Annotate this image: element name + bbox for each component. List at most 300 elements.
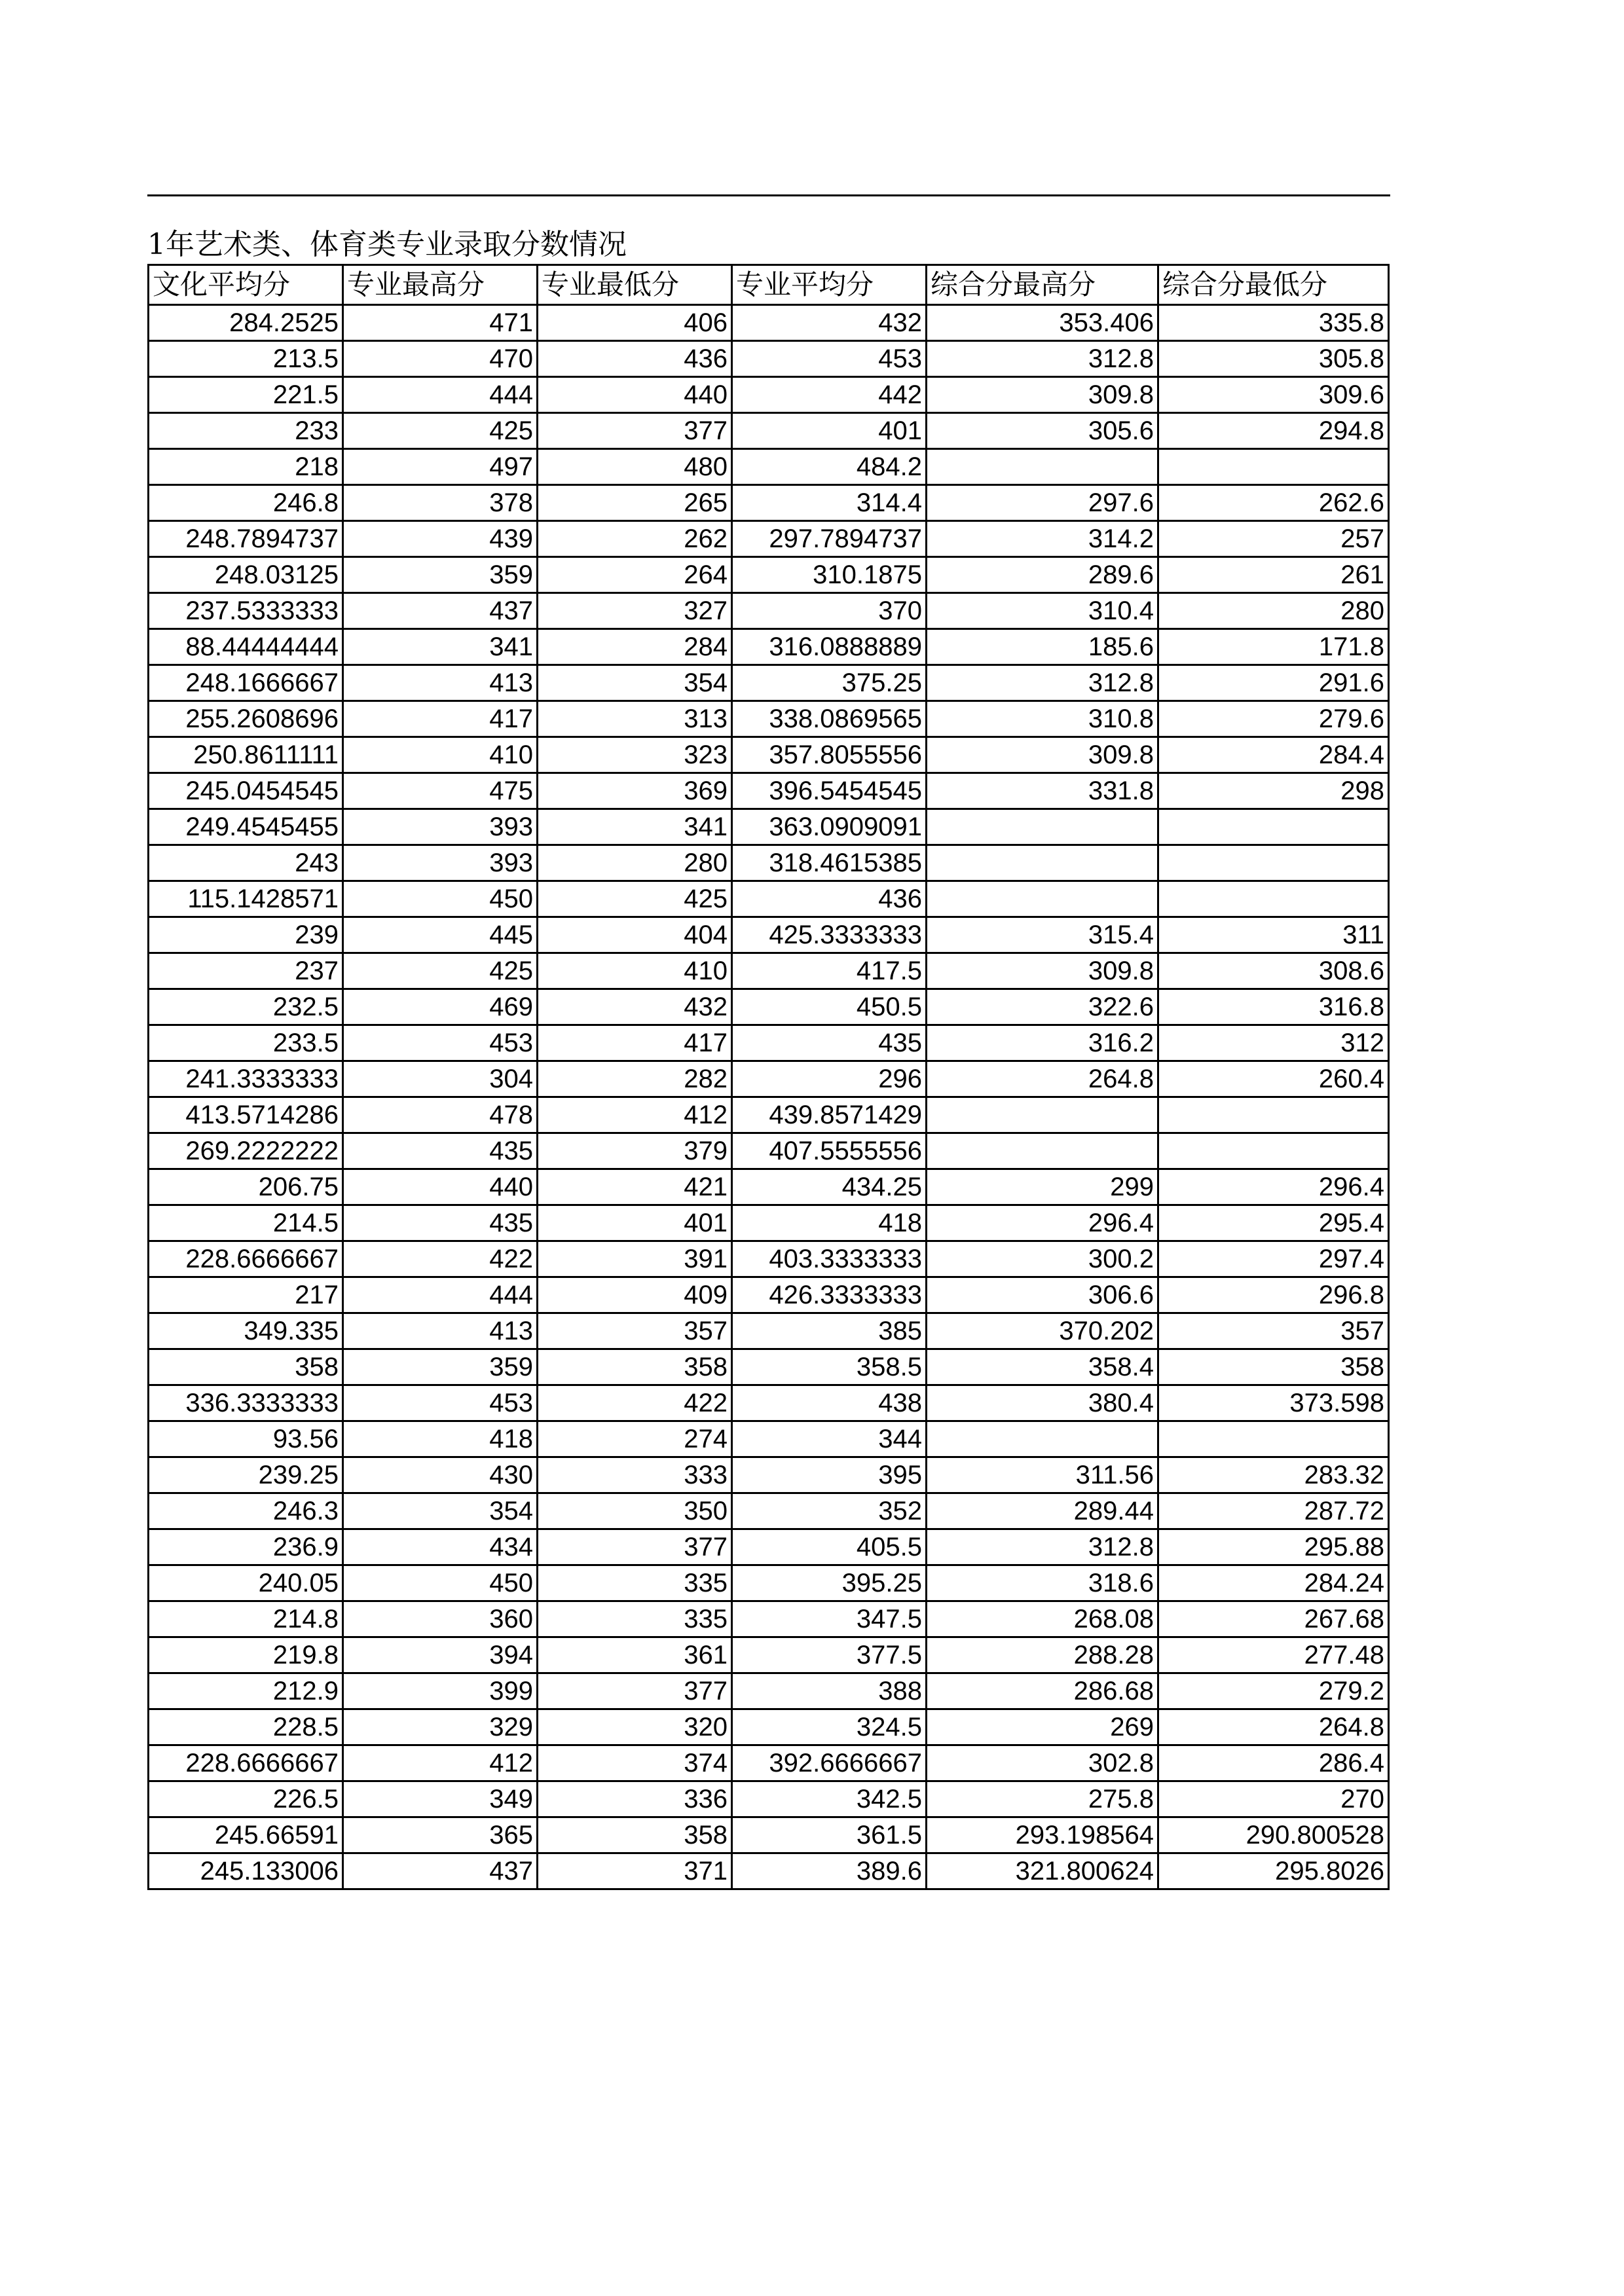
table-cell[interactable]: 265 — [538, 485, 732, 521]
table-cell[interactable]: 484.2 — [732, 449, 927, 485]
column-header[interactable]: 专业最高分 — [343, 265, 538, 305]
table-cell[interactable]: 453 — [343, 1385, 538, 1421]
table-cell[interactable]: 318.4615385 — [732, 845, 927, 881]
table-cell[interactable]: 354 — [538, 665, 732, 701]
table-cell[interactable]: 358 — [538, 1349, 732, 1385]
table-cell[interactable]: 264.8 — [1158, 1709, 1389, 1745]
table-cell[interactable]: 357 — [1158, 1313, 1389, 1349]
table-row — [149, 413, 1389, 449]
table-cell[interactable]: 270 — [1158, 1781, 1389, 1817]
table-cell[interactable]: 469 — [343, 989, 538, 1025]
table-cell[interactable]: 206.75 — [149, 1169, 343, 1205]
table-cell[interactable]: 302.8 — [927, 1745, 1158, 1781]
table-cell[interactable]: 327 — [538, 593, 732, 629]
table-cell[interactable]: 432 — [732, 305, 927, 341]
table-cell[interactable]: 233.5 — [149, 1025, 343, 1061]
table-cell[interactable]: 437 — [343, 1853, 538, 1889]
table-cell[interactable]: 399 — [343, 1673, 538, 1709]
table-cell[interactable] — [1158, 1421, 1389, 1457]
table-cell[interactable]: 249.4545455 — [149, 809, 343, 845]
table-cell[interactable]: 418 — [343, 1421, 538, 1457]
table-cell[interactable]: 352 — [732, 1493, 927, 1529]
table-row — [149, 1529, 1389, 1565]
table-cell[interactable]: 335 — [538, 1565, 732, 1601]
table-cell[interactable]: 395 — [732, 1457, 927, 1493]
table-cell[interactable]: 246.8 — [149, 485, 343, 521]
table-cell[interactable]: 248.1666667 — [149, 665, 343, 701]
table-cell[interactable]: 380.4 — [927, 1385, 1158, 1421]
table-cell[interactable]: 440 — [538, 377, 732, 413]
table-cell[interactable]: 341 — [538, 809, 732, 845]
table-cell[interactable]: 309.8 — [927, 953, 1158, 989]
table-cell[interactable] — [927, 809, 1158, 845]
table-cell[interactable]: 311 — [1158, 917, 1389, 953]
table-cell[interactable]: 286.68 — [927, 1673, 1158, 1709]
table-cell[interactable]: 409 — [538, 1277, 732, 1313]
table-cell[interactable]: 388 — [732, 1673, 927, 1709]
table-cell[interactable]: 358 — [149, 1349, 343, 1385]
table-cell[interactable]: 413.5714286 — [149, 1097, 343, 1133]
table-cell[interactable]: 437 — [343, 593, 538, 629]
table-row — [149, 701, 1389, 737]
table-cell[interactable]: 405.5 — [732, 1529, 927, 1565]
table-cell[interactable]: 279.2 — [1158, 1673, 1389, 1709]
table-cell[interactable]: 299 — [927, 1169, 1158, 1205]
table-cell[interactable]: 280 — [538, 845, 732, 881]
table-row — [149, 1853, 1389, 1889]
table-cell[interactable]: 237.5333333 — [149, 593, 343, 629]
table-cell[interactable]: 470 — [343, 341, 538, 377]
table-cell[interactable]: 308.6 — [1158, 953, 1389, 989]
table-cell[interactable]: 417 — [343, 701, 538, 737]
table-cell[interactable] — [927, 1097, 1158, 1133]
table-cell[interactable]: 450 — [343, 1565, 538, 1601]
table-row — [149, 1169, 1389, 1205]
table-cell[interactable]: 321.800624 — [927, 1853, 1158, 1889]
table-cell[interactable]: 296.4 — [927, 1205, 1158, 1241]
table-cell[interactable]: 291.6 — [1158, 665, 1389, 701]
table-row — [149, 1097, 1389, 1133]
table-cell[interactable]: 312 — [1158, 1025, 1389, 1061]
table-cell[interactable]: 432 — [538, 989, 732, 1025]
table-cell[interactable]: 275.8 — [927, 1781, 1158, 1817]
table-cell[interactable]: 359 — [343, 1349, 538, 1385]
table-cell[interactable]: 350 — [538, 1493, 732, 1529]
table-cell[interactable]: 359 — [343, 557, 538, 593]
table-cell[interactable]: 435 — [343, 1133, 538, 1169]
table-cell[interactable]: 439 — [343, 521, 538, 557]
table-cell[interactable]: 370.202 — [927, 1313, 1158, 1349]
table-cell[interactable]: 241.3333333 — [149, 1061, 343, 1097]
table-cell[interactable]: 374 — [538, 1745, 732, 1781]
table-cell[interactable]: 226.5 — [149, 1781, 343, 1817]
table-cell[interactable]: 363.0909091 — [732, 809, 927, 845]
table-row — [149, 593, 1389, 629]
table-cell[interactable]: 309.8 — [927, 737, 1158, 773]
table-cell[interactable]: 434.25 — [732, 1169, 927, 1205]
table-row — [149, 1493, 1389, 1529]
table-cell[interactable]: 284.4 — [1158, 737, 1389, 773]
table-cell[interactable]: 286.4 — [1158, 1745, 1389, 1781]
table-cell[interactable]: 297.6 — [927, 485, 1158, 521]
table-cell[interactable]: 497 — [343, 449, 538, 485]
table-cell[interactable]: 221.5 — [149, 377, 343, 413]
table-cell[interactable]: 436 — [538, 341, 732, 377]
column-header[interactable]: 专业最低分 — [538, 265, 732, 305]
table-cell[interactable]: 217 — [149, 1277, 343, 1313]
table-cell[interactable]: 365 — [343, 1817, 538, 1853]
table-cell[interactable]: 284 — [538, 629, 732, 665]
table-cell[interactable]: 245.0454545 — [149, 773, 343, 809]
table-cell[interactable]: 295.4 — [1158, 1205, 1389, 1241]
table-cell[interactable]: 213.5 — [149, 341, 343, 377]
table-row — [149, 881, 1389, 917]
table-cell[interactable]: 314.2 — [927, 521, 1158, 557]
table-cell[interactable]: 298 — [1158, 773, 1389, 809]
table-cell[interactable]: 444 — [343, 377, 538, 413]
column-header[interactable]: 综合分最低分 — [1158, 265, 1389, 305]
table-cell[interactable]: 279.6 — [1158, 701, 1389, 737]
table-cell[interactable]: 260.4 — [1158, 1061, 1389, 1097]
table-cell[interactable]: 480 — [538, 449, 732, 485]
table-cell[interactable]: 377 — [538, 1529, 732, 1565]
table-cell[interactable] — [1158, 845, 1389, 881]
table-cell[interactable]: 228.6666667 — [149, 1241, 343, 1277]
table-cell[interactable]: 236.9 — [149, 1529, 343, 1565]
table-cell[interactable]: 393 — [343, 845, 538, 881]
table-row — [149, 1781, 1389, 1817]
table-cell[interactable]: 257 — [1158, 521, 1389, 557]
table-cell[interactable]: 353.406 — [927, 305, 1158, 341]
table-cell[interactable]: 264.8 — [927, 1061, 1158, 1097]
table-cell[interactable]: 269.2222222 — [149, 1133, 343, 1169]
table-cell[interactable]: 255.2608696 — [149, 701, 343, 737]
table-cell[interactable]: 438 — [732, 1385, 927, 1421]
table-cell[interactable]: 395.25 — [732, 1565, 927, 1601]
table-cell[interactable]: 264 — [538, 557, 732, 593]
table-cell[interactable]: 413 — [343, 665, 538, 701]
table-cell[interactable]: 435 — [343, 1205, 538, 1241]
table-cell[interactable]: 425 — [343, 413, 538, 449]
table-cell[interactable]: 436 — [732, 881, 927, 917]
table-cell[interactable]: 349.335 — [149, 1313, 343, 1349]
table-cell[interactable]: 289.6 — [927, 557, 1158, 593]
table-cell[interactable]: 280 — [1158, 593, 1389, 629]
table-cell[interactable]: 295.8026 — [1158, 1853, 1389, 1889]
scores-table — [147, 264, 1390, 1890]
table-cell[interactable]: 294.8 — [1158, 413, 1389, 449]
table-cell[interactable]: 377.5 — [732, 1637, 927, 1673]
table-row — [149, 1061, 1389, 1097]
table-cell[interactable]: 344 — [732, 1421, 927, 1457]
table-cell[interactable]: 361 — [538, 1637, 732, 1673]
table-row — [149, 1457, 1389, 1493]
table-cell[interactable]: 297.4 — [1158, 1241, 1389, 1277]
table-cell[interactable]: 453 — [343, 1025, 538, 1061]
table-cell[interactable]: 357 — [538, 1313, 732, 1349]
table-row — [149, 809, 1389, 845]
table-cell[interactable]: 410 — [343, 737, 538, 773]
table-cell[interactable]: 310.1875 — [732, 557, 927, 593]
table-cell[interactable]: 342.5 — [732, 1781, 927, 1817]
table-cell[interactable] — [1158, 881, 1389, 917]
table-cell[interactable]: 245.133006 — [149, 1853, 343, 1889]
table-cell[interactable]: 471 — [343, 305, 538, 341]
table-cell[interactable]: 313 — [538, 701, 732, 737]
table-cell[interactable]: 312.8 — [927, 665, 1158, 701]
table-cell[interactable]: 450.5 — [732, 989, 927, 1025]
table-cell[interactable]: 214.5 — [149, 1205, 343, 1241]
table-cell[interactable]: 357.8055556 — [732, 737, 927, 773]
table-cell[interactable]: 371 — [538, 1853, 732, 1889]
table-cell[interactable]: 324.5 — [732, 1709, 927, 1745]
table-cell[interactable]: 274 — [538, 1421, 732, 1457]
table-cell[interactable]: 284.24 — [1158, 1565, 1389, 1601]
table-row — [149, 1277, 1389, 1313]
table-row — [149, 521, 1389, 557]
table-cell[interactable]: 88.44444444 — [149, 629, 343, 665]
table-cell[interactable]: 267.68 — [1158, 1601, 1389, 1637]
table-cell[interactable]: 171.8 — [1158, 629, 1389, 665]
table-cell[interactable]: 237 — [149, 953, 343, 989]
table-body — [149, 305, 1389, 1889]
table-cell[interactable]: 341 — [343, 629, 538, 665]
table-cell[interactable]: 394 — [343, 1637, 538, 1673]
table-cell[interactable]: 268.08 — [927, 1601, 1158, 1637]
table-cell[interactable]: 309.6 — [1158, 377, 1389, 413]
table-cell[interactable]: 300.2 — [927, 1241, 1158, 1277]
table-cell[interactable]: 306.6 — [927, 1277, 1158, 1313]
table-cell[interactable]: 335 — [538, 1601, 732, 1637]
table-cell[interactable]: 389.6 — [732, 1853, 927, 1889]
table-cell[interactable]: 425.3333333 — [732, 917, 927, 953]
table-cell[interactable]: 333 — [538, 1457, 732, 1493]
table-row — [149, 1565, 1389, 1601]
table-cell[interactable]: 289.44 — [927, 1493, 1158, 1529]
table-cell[interactable]: 331.8 — [927, 773, 1158, 809]
table-cell[interactable]: 358.4 — [927, 1349, 1158, 1385]
table-cell[interactable]: 314.4 — [732, 485, 927, 521]
table-cell[interactable] — [927, 1133, 1158, 1169]
table-cell[interactable]: 360 — [343, 1601, 538, 1637]
table-cell[interactable]: 261 — [1158, 557, 1389, 593]
table-cell[interactable]: 262.6 — [1158, 485, 1389, 521]
table-cell[interactable]: 422 — [538, 1385, 732, 1421]
table-cell[interactable]: 305.8 — [1158, 341, 1389, 377]
table-cell[interactable]: 404 — [538, 917, 732, 953]
table-cell[interactable]: 316.2 — [927, 1025, 1158, 1061]
table-cell[interactable]: 439.8571429 — [732, 1097, 927, 1133]
table-cell[interactable]: 287.72 — [1158, 1493, 1389, 1529]
table-cell[interactable]: 442 — [732, 377, 927, 413]
table-cell[interactable]: 320 — [538, 1709, 732, 1745]
table-row — [149, 341, 1389, 377]
table-cell[interactable]: 228.6666667 — [149, 1745, 343, 1781]
table-cell[interactable] — [1158, 1097, 1389, 1133]
table-cell[interactable]: 430 — [343, 1457, 538, 1493]
table-cell[interactable]: 212.9 — [149, 1673, 343, 1709]
table-cell[interactable]: 354 — [343, 1493, 538, 1529]
table-cell[interactable]: 304 — [343, 1061, 538, 1097]
table-cell[interactable]: 425 — [538, 881, 732, 917]
table-cell[interactable]: 401 — [732, 413, 927, 449]
table-cell[interactable]: 246.3 — [149, 1493, 343, 1529]
table-cell[interactable]: 361.5 — [732, 1817, 927, 1853]
table-cell[interactable]: 233 — [149, 413, 343, 449]
table-row — [149, 1709, 1389, 1745]
table-cell[interactable]: 338.0869565 — [732, 701, 927, 737]
column-header[interactable]: 专业平均分 — [732, 265, 927, 305]
table-row — [149, 845, 1389, 881]
table-cell[interactable]: 245.66591 — [149, 1817, 343, 1853]
table-cell[interactable] — [927, 845, 1158, 881]
table-cell[interactable]: 282 — [538, 1061, 732, 1097]
table-cell[interactable]: 358.5 — [732, 1349, 927, 1385]
table-cell[interactable]: 311.56 — [927, 1457, 1158, 1493]
table-cell[interactable]: 293.198564 — [927, 1817, 1158, 1853]
table-cell[interactable]: 349 — [343, 1781, 538, 1817]
table-cell[interactable]: 417.5 — [732, 953, 927, 989]
table-cell[interactable]: 347.5 — [732, 1601, 927, 1637]
table-row — [149, 1133, 1389, 1169]
table-cell[interactable]: 421 — [538, 1169, 732, 1205]
table-cell[interactable]: 296.4 — [1158, 1169, 1389, 1205]
table-cell[interactable]: 410 — [538, 953, 732, 989]
table-row — [149, 953, 1389, 989]
table-cell[interactable]: 406 — [538, 305, 732, 341]
table-cell[interactable]: 393 — [343, 809, 538, 845]
table-cell[interactable]: 250.8611111 — [149, 737, 343, 773]
table-cell[interactable]: 413 — [343, 1313, 538, 1349]
table-cell[interactable]: 370 — [732, 593, 927, 629]
table-row — [149, 1637, 1389, 1673]
table-cell[interactable]: 115.1428571 — [149, 881, 343, 917]
table-cell[interactable] — [1158, 809, 1389, 845]
table-cell[interactable]: 329 — [343, 1709, 538, 1745]
column-header[interactable]: 文化平均分 — [149, 265, 343, 305]
table-cell[interactable]: 323 — [538, 737, 732, 773]
table-cell[interactable]: 407.5555556 — [732, 1133, 927, 1169]
table-cell[interactable]: 377 — [538, 1673, 732, 1709]
table-cell[interactable]: 444 — [343, 1277, 538, 1313]
table-cell[interactable]: 312.8 — [927, 1529, 1158, 1565]
table-cell[interactable]: 373.598 — [1158, 1385, 1389, 1421]
table-cell[interactable]: 426.3333333 — [732, 1277, 927, 1313]
table-cell[interactable]: 391 — [538, 1241, 732, 1277]
table-cell[interactable] — [1158, 1133, 1389, 1169]
table-cell[interactable]: 185.6 — [927, 629, 1158, 665]
table-cell[interactable]: 453 — [732, 341, 927, 377]
table-cell[interactable]: 290.800528 — [1158, 1817, 1389, 1853]
table-row — [149, 1385, 1389, 1421]
table-cell[interactable]: 309.8 — [927, 377, 1158, 413]
table-cell[interactable]: 358 — [538, 1817, 732, 1853]
table-cell[interactable]: 379 — [538, 1133, 732, 1169]
table-cell[interactable]: 336.3333333 — [149, 1385, 343, 1421]
table-cell[interactable]: 322.6 — [927, 989, 1158, 1025]
table-cell[interactable]: 239.25 — [149, 1457, 343, 1493]
table-cell[interactable]: 218 — [149, 449, 343, 485]
table-cell[interactable]: 239 — [149, 917, 343, 953]
table-cell[interactable]: 335.8 — [1158, 305, 1389, 341]
table-cell[interactable]: 450 — [343, 881, 538, 917]
table-cell[interactable]: 401 — [538, 1205, 732, 1241]
table-row — [149, 629, 1389, 665]
header-rule — [147, 194, 1390, 196]
table-cell[interactable]: 434 — [343, 1529, 538, 1565]
table-row — [149, 1241, 1389, 1277]
table-cell[interactable]: 435 — [732, 1025, 927, 1061]
table-cell[interactable]: 377 — [538, 413, 732, 449]
table-cell[interactable] — [927, 1421, 1158, 1457]
table-cell[interactable]: 358 — [1158, 1349, 1389, 1385]
table-cell[interactable]: 93.56 — [149, 1421, 343, 1457]
table-row — [149, 1421, 1389, 1457]
table-cell[interactable] — [927, 881, 1158, 917]
table-cell[interactable]: 310.4 — [927, 593, 1158, 629]
table-row — [149, 1349, 1389, 1385]
table-cell[interactable]: 248.7894737 — [149, 521, 343, 557]
table-cell[interactable]: 283.32 — [1158, 1457, 1389, 1493]
table-cell[interactable]: 296 — [732, 1061, 927, 1097]
table-cell[interactable]: 316.0888889 — [732, 629, 927, 665]
table-cell[interactable]: 232.5 — [149, 989, 343, 1025]
table-cell[interactable]: 425 — [343, 953, 538, 989]
table-cell[interactable]: 305.6 — [927, 413, 1158, 449]
table-cell[interactable]: 297.7894737 — [732, 521, 927, 557]
table-cell[interactable]: 288.28 — [927, 1637, 1158, 1673]
table-cell[interactable] — [1158, 449, 1389, 485]
table-cell[interactable]: 418 — [732, 1205, 927, 1241]
table-cell[interactable]: 445 — [343, 917, 538, 953]
table-cell[interactable]: 392.6666667 — [732, 1745, 927, 1781]
table-cell[interactable]: 412 — [343, 1745, 538, 1781]
table-cell[interactable]: 228.5 — [149, 1709, 343, 1745]
table-cell[interactable]: 422 — [343, 1241, 538, 1277]
table-cell[interactable]: 375.25 — [732, 665, 927, 701]
table-cell[interactable]: 396.5454545 — [732, 773, 927, 809]
table-cell[interactable]: 296.8 — [1158, 1277, 1389, 1313]
table-cell[interactable]: 378 — [343, 485, 538, 521]
table-cell[interactable]: 243 — [149, 845, 343, 881]
table-cell[interactable]: 315.4 — [927, 917, 1158, 953]
table-cell[interactable]: 403.3333333 — [732, 1241, 927, 1277]
table-cell[interactable] — [927, 449, 1158, 485]
table-cell[interactable]: 262 — [538, 521, 732, 557]
table-cell[interactable]: 316.8 — [1158, 989, 1389, 1025]
table-cell[interactable]: 417 — [538, 1025, 732, 1061]
table-cell[interactable]: 248.03125 — [149, 557, 343, 593]
table-cell[interactable]: 219.8 — [149, 1637, 343, 1673]
table-cell[interactable]: 312.8 — [927, 341, 1158, 377]
table-cell[interactable]: 269 — [927, 1709, 1158, 1745]
column-header[interactable]: 综合分最高分 — [927, 265, 1158, 305]
table-cell[interactable]: 240.05 — [149, 1565, 343, 1601]
table-cell[interactable]: 310.8 — [927, 701, 1158, 737]
table-cell[interactable]: 214.8 — [149, 1601, 343, 1637]
table-cell[interactable]: 318.6 — [927, 1565, 1158, 1601]
table-cell[interactable]: 284.2525 — [149, 305, 343, 341]
table-cell[interactable]: 478 — [343, 1097, 538, 1133]
table-cell[interactable]: 475 — [343, 773, 538, 809]
table-cell[interactable]: 440 — [343, 1169, 538, 1205]
table-cell[interactable]: 295.88 — [1158, 1529, 1389, 1565]
table-cell[interactable]: 369 — [538, 773, 732, 809]
table-cell[interactable]: 385 — [732, 1313, 927, 1349]
table-cell[interactable]: 412 — [538, 1097, 732, 1133]
table-cell[interactable]: 336 — [538, 1781, 732, 1817]
table-cell[interactable]: 277.48 — [1158, 1637, 1389, 1673]
